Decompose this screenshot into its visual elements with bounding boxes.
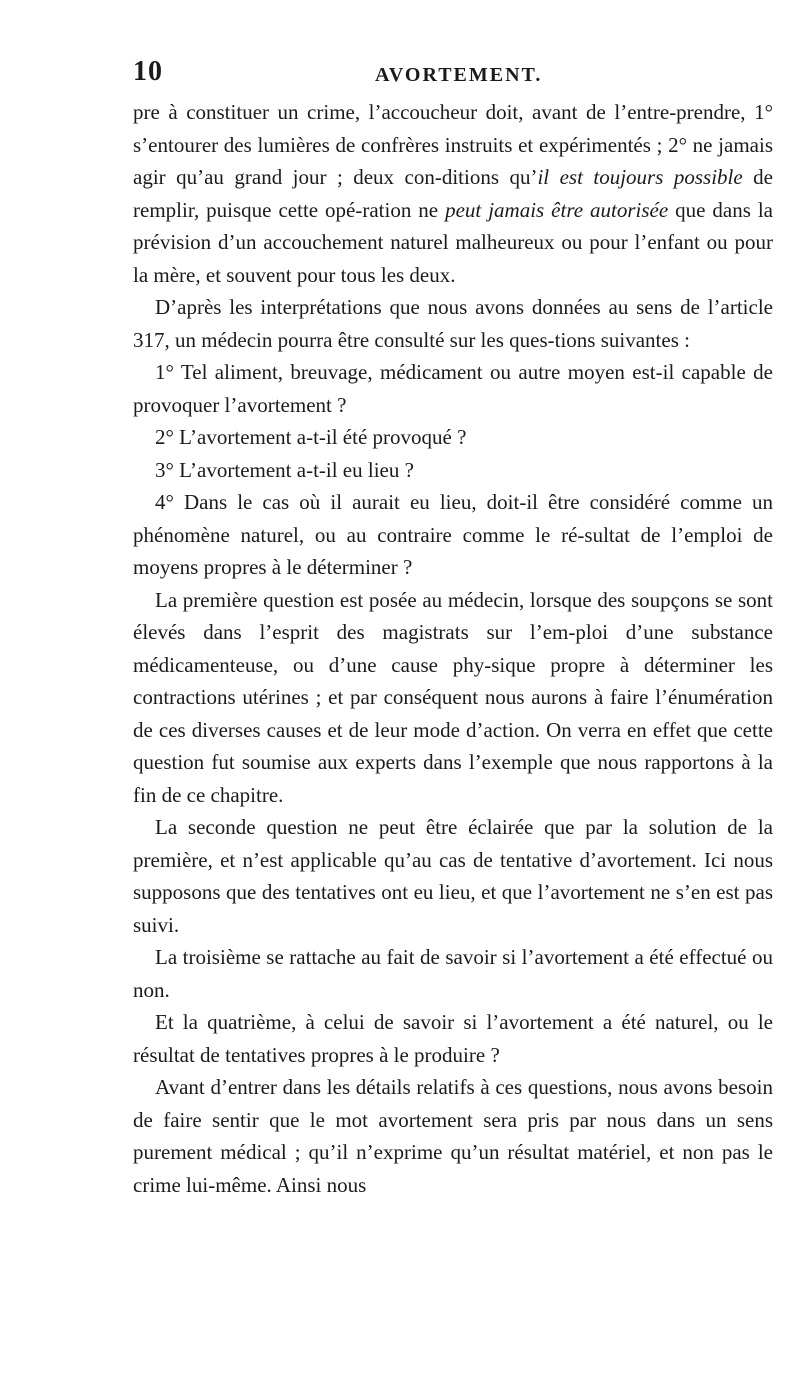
- page-header: [133, 56, 773, 96]
- text-segment: que dans la prévision d’un accouchement naturel malheureux ou pour l’enfant ou pour la mère, et souvent pour tous les deux.: [133, 197, 773, 287]
- question-1: 1° Tel aliment, breuvage, médicament ou autre moyen est-il capable de provoquer l’avortement ?: [133, 360, 773, 417]
- emphasis-text: il est toujours possible: [537, 165, 743, 189]
- body-text: [133, 96, 773, 1201]
- paragraph-article-317: D’après les interprétations que nous avons données au sens de l’article 317, un médecin pourra être consulté sur les ques-tions suivantes :: [133, 295, 773, 352]
- paragraph-third-question: La troisième se rattache au fait de savoir si l’avortement a été effectué ou non.: [133, 945, 773, 1002]
- running-title: AVORTEMENT.: [375, 64, 543, 86]
- page-number: 10: [133, 56, 163, 87]
- paragraph-details: Avant d’entrer dans les détails relatifs à ces questions, nous avons besoin de faire sentir que le mot avortement sera pris par nous dans un sens purement médical ; qu’il n’exprime qu’un résultat matériel, et non pas le crime lui-même. Ainsi nous: [133, 1075, 773, 1197]
- paragraph-fourth-question: Et la quatrième, à celui de savoir si l’avortement a été naturel, ou le résultat de tentatives propres à le produire ?: [133, 1010, 773, 1067]
- paragraph-continuation: [133, 96, 773, 291]
- text-segment: de remplir, puisque cette opé-ration ne: [133, 165, 773, 222]
- paragraph-second-question: La seconde question ne peut être éclairée que par la solution de la première, et n’est applicable qu’au cas de tentative d’avortement. Ici nous supposons que des tentatives ont eu lieu, et que l’avortement ne s’en est pas suivi.: [133, 815, 773, 937]
- question-4: 4° Dans le cas où il aurait eu lieu, doit-il être considéré comme un phénomène naturel, ou au contraire comme le ré-sultat de l’emploi de moyens propres à le déterminer ?: [133, 490, 773, 579]
- paragraph-first-question: La première question est posée au médecin, lorsque des soupçons se sont élevés dans l’esprit des magistrats sur l’em-ploi d’une substance médicamenteuse, ou d’une cause phy-sique propre à déterminer les contractions utérines ; et par conséquent nous aurons à faire l’énumération de ces diverses causes et de leur mode d’action. On verra en effet que cette question fut soumise aux experts dans l’exemple que nous rapportons à la fin de ce chapitre.: [133, 587, 773, 807]
- question-2: 2° L’avortement a-t-il été provoqué ?: [155, 425, 467, 449]
- question-3: 3° L’avortement a-t-il eu lieu ?: [155, 457, 414, 482]
- emphasis-text: peut jamais être autorisée: [445, 197, 669, 222]
- text-segment: pre à constituer un crime, l’accoucheur doit, avant de l’entre-prendre, 1° s’entourer des lumières de confrères instruits et expérimentés ; 2° ne jamais agir qu’au grand jour ; deux con-ditions qu’: [133, 100, 773, 189]
